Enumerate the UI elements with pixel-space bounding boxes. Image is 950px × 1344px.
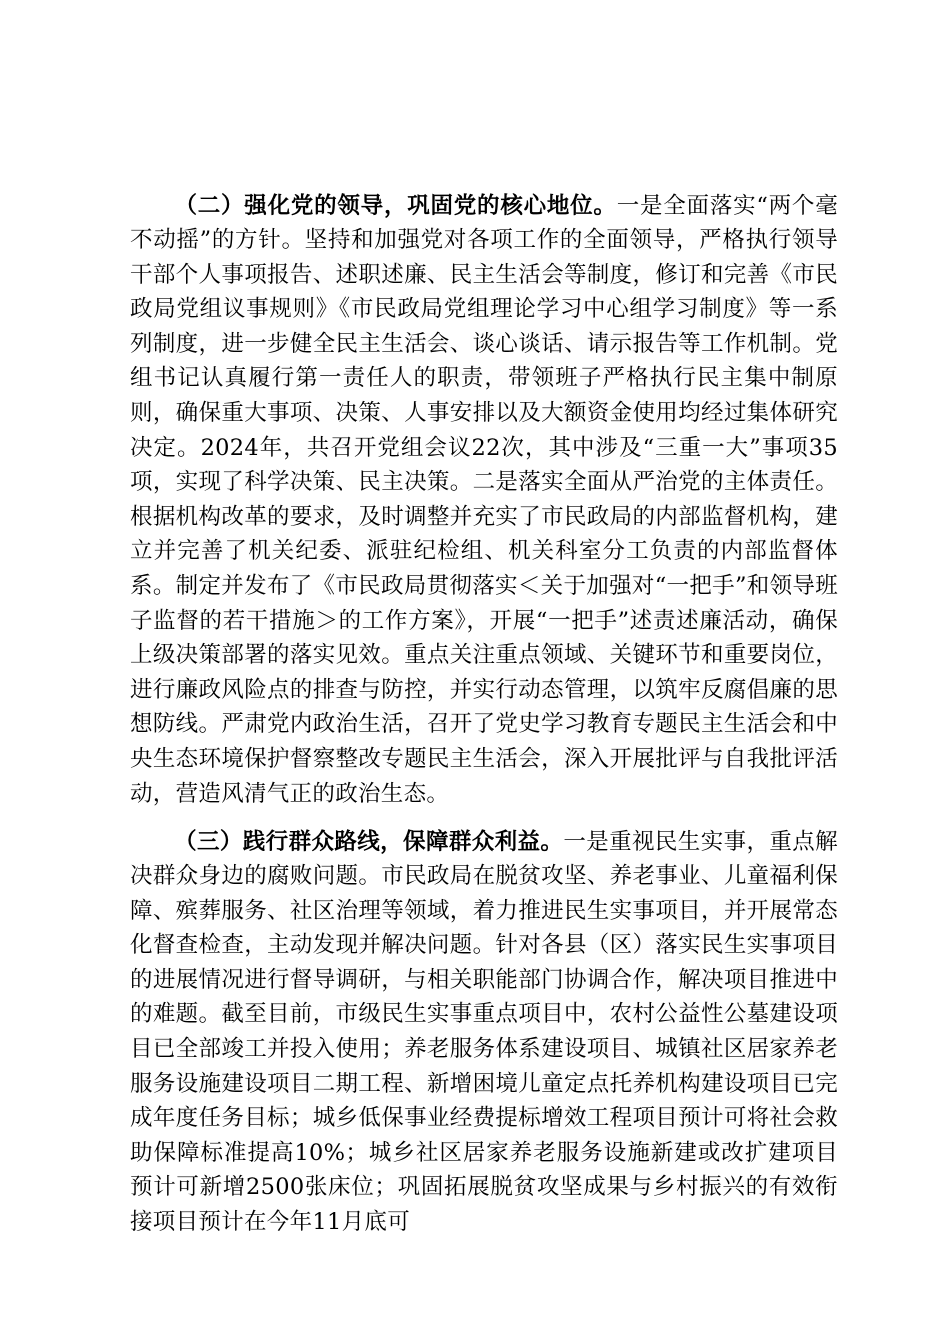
section-body: 一是重视民生实事，重点解决群众身边的腐败问题。市民政局在脱贫攻坚、养老事业、儿童福利保障、殡葬服务、社区治理等领域，着力推进民生实事项目，并开展常态化督查检查，主动发现并解决问题。针对各县（区）落实民生实事项目的进展情况进行督导调研，与相关职能部门协调合作，解决项目推进中的难题。截至目前，市级民生实事重点项目中，农村公益性公墓建设项目已全部竣工并投入使用；养老服务体系建设项目、城镇社区居家养老服务设施建设项目二期工程、新增困境儿童定点托养机构建设项目已完成年度任务目标；城乡低保事业经费提标增效工程项目预计可将社会救助保障标准提高10%；城乡社区居家养老服务设施新建或改扩建项目预计可新增2500张床位；巩固拓展脱贫攻坚成果与乡村振兴的有效衔接项目预计在今年11月底可 xyxy=(130,828,838,1236)
section-heading: （二）强化党的领导，巩固党的核心地位。 xyxy=(174,192,617,219)
section-body: 一是全面落实“两个毫不动摇”的方针。坚持和加强党对各项工作的全面领导，严格执行领导干部个人事项报告、述职述廉、民主生活会等制度，修订和完善《市民政局党组议事规则》《市民政局党组理论学习中心组学习制度》等一系列制度，进一步健全民主生活会、谈心谈话、请示报告等工作机制。党组书记认真履行第一责任人的职责，带领班子严格执行民主集中制原则，确保重大事项、决策、人事安排以及大额资金使用均经过集体研究决定。2024年，共召开党组会议22次，其中涉及“三重一大”事项35项，实现了科学决策、民主决策。二是落实全面从严治党的主体责任。根据机构改革的要求，及时调整并充实了市民政局的内部监督机构，建立并完善了机关纪委、派驻纪检组、机关科室分工负责的内部监督体系。制定并发布了《市民政局贯彻落实＜关于加强对“一把手”和领导班子监督的若干措施＞的工作方案》，开展“一把手”述责述廉活动，确保上级决策部署的落实见效。重点关注重点领域、关键环节和重要岗位，进行廉政风险点的排查与防控，并实行动态管理，以筑牢反腐倡廉的思想防线。严肃党内政治生活，召开了党史学习教育专题民主生活会和中央生态环境保护督察整改专题民主生活会，深入开展批评与自我批评活动，营造风清气正的政治生态。 xyxy=(130,192,838,807)
section-heading: （三）践行群众路线，保障群众利益。 xyxy=(174,828,564,855)
paragraph-section-3 xyxy=(130,825,838,1240)
paragraph-section-2 xyxy=(130,189,838,812)
